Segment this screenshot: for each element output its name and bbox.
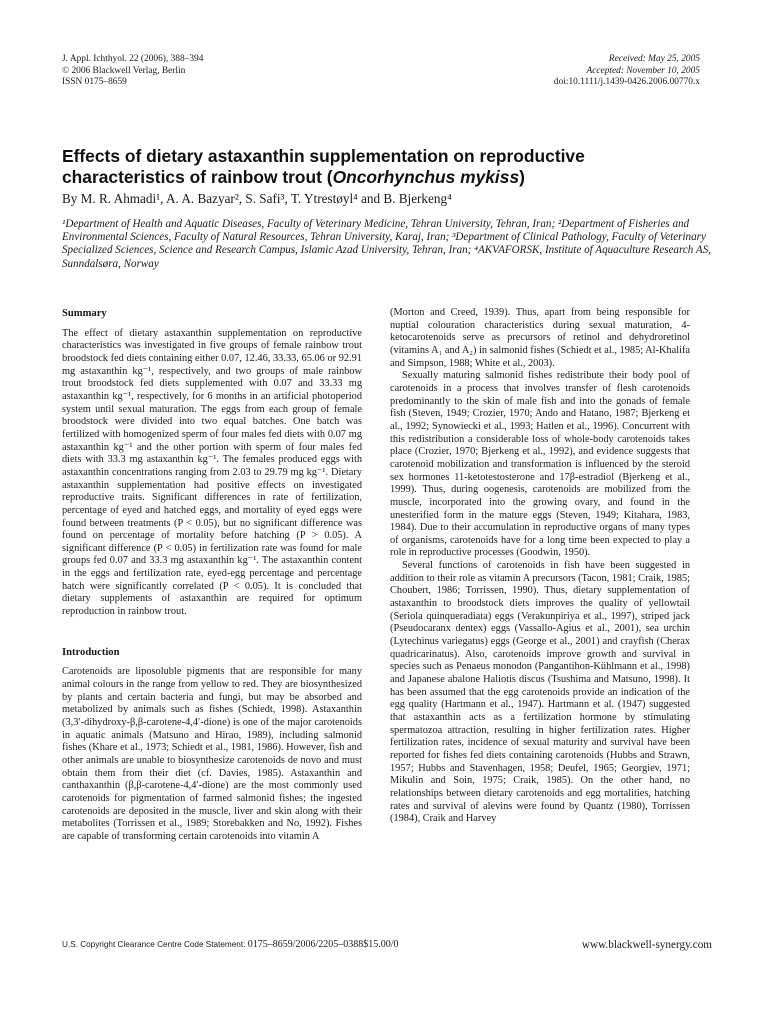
- journal-citation: J. Appl. Ichthyol. 22 (2006), 388–394: [62, 54, 204, 64]
- publisher-url[interactable]: www.blackwell-synergy.com: [581, 939, 712, 951]
- summary-heading: Summary: [62, 308, 107, 319]
- right-column: [390, 307, 690, 826]
- received-date: Received: May 25, 2005: [608, 54, 700, 64]
- author-list: By M. R. Ahmadi¹, A. A. Bazyar², S. Safi³, T. Ytrestøyl⁴ and B. Bjerkeng⁴: [62, 191, 452, 206]
- body-paragraph: Sexually maturing salmonid fishes redistribute their body pool of carotenoids in a process that involves transfer of flesh carotenoids predominantly to the skin of male fish and into the gonads of female fish (Steven, 1949; Crozier, 1970; Ando and Hatano, 1987; Bjerkeng et al., 1992; Synowiecki et al., 1993; Hatlen et al., 1996). Concurrent with this redistribution a considerable loss of whole-body carotenoids takes place (Crozier, 1970; Bjerkeng et al., 1992), and evidence suggests that carotenoid mobilization and transformation is influenced by the steroid sex hormones 11-ketotestosterone and 17β-estradiol (Bjerkeng et al., 1999). Thus, during oogenesis, carotenoids are mobilized from the muscle, incorporated into the growing ovary, and found in the unesterified form in the mature eggs (Steven, 1949; Kitahara, 1983, 1984). Due to their accumulation in reproductive organs of many types of organisms, carotenoids have for a long time been expected to play a role in reproductive processes (Goodwin, 1950).: [390, 370, 690, 559]
- body-paragraph: Several functions of carotenoids in fish have been suggested in addition to their role as vitamin A precursors (Tacon, 1981; Craik, 1985; Choubert, 1986; Torrissen, 1990). Thus, dietary supplementation of astaxanthin to broodstock diets improves the quality of yellowtail (Seriola quinqueradiata) eggs (Verakunpiriya et al., 1997), striped jack (Pseudocaranx dentex) eggs (Vassallo-Agius et al., 2001), sea urchin (Lytechinus variegatus) eggs (George et al., 2001) and crayfish (Cherax quadricarinatus). Also, carotenoids improve growth and survival in species such as Penaeus monodon (Pangantihon-Kühlmann et al., 1998) and Japanese abalone Haliotis discus (Tsushima and Matsuno, 1998). It has been assumed that the egg carotenoids provide an indication of the egg quality (Hartmann et al., 1947). Hartmann et al. (1947) suggested that astaxanthin acts as a fertilization hormone by stimulating spermatozoa attraction, resulting in higher fertilization rates. Higher fertilization rates, incidence of sexual maturity and survival have been reported for fishes fed diets containing carotenoids (Hubbs and Strawn, 1957; Hubbs and Stavenhagen, 1958; Deufel, 1965; Georgiev, 1971; Mikulin and Soin, 1975; Craik, 1985). On the other hand, no relationships between dietary carotenoids and egg mortalities, hatching rates and survival of alevins were found by Quantz (1980), Torrissen (1984), Craik and Harvey: [390, 560, 690, 825]
- accepted-date: Accepted: November 10, 2005: [586, 65, 700, 76]
- copyright-line: © 2006 Blackwell Verlag, Berlin: [62, 65, 186, 76]
- dates-header: [554, 54, 700, 89]
- body-paragraph: (Morton and Creed, 1939). Thus, apart from being responsible for nuptial colouration characteristics during sexual maturation, 4-ketocarotenoids serve as precursors of retinol and dehydroretinol (vitamins A₁ and A₂) in salmonid fishes (Schiedt et al., 1985; Al-Khalifa and Simpson, 1988; White et al., 2003).: [390, 307, 690, 369]
- affiliations: ¹Department of Health and Aquatic Diseases, Faculty of Veterinary Medicine, Tehran University, Tehran, Iran; ²Department of Fisheries and Environmental Sciences, Faculty of Natural Resources, Tehran University, Karaj, Iran; ³Department of Clinical Pathology, Faculty of Veterinary Specialized Sciences, Science and Research Campus, Islamic Azad University, Tehran, Iran; ⁴AKVAFORSK, Institute of Aquaculture Research AS, Sunndalsøra, Norway: [62, 218, 712, 270]
- code-statement-label: U.S. Copyright Clearance Centre Code Statement:: [62, 940, 246, 949]
- title-main: Effects of dietary astaxanthin supplementation on reproductive characteristics of rainbow trout (: [62, 146, 585, 187]
- issn-line: ISSN 0175–8659: [62, 77, 127, 88]
- introduction-text: Carotenoids are liposoluble pigments that are responsible for many animal colours in the range from yellow to red. They are biosynthesized by plants and certain bacteria and fungi, but may be absorbed and metabolized by animals such as fishes (Schiedt, 1998). Astaxanthin (3,3′-dihydroxy-β,β-carotene-4,4′-dione) is one of the major carotenoids in aquatic animals (Matsuno and Hirao, 1989), including salmonid fishes (Khare et al., 1973; Schiedt et al., 1981, 1986). However, fish and other animals are unable to biosynthesize carotenoids de novo and must obtain them from their diet (cf. Davies, 1985). Astaxanthin and canthaxanthin (β,β-carotene-4,4′-dione) are the most commonly used carotenoids for pigmentation of farmed salmonid fishes; the ingested carotenoids are deposited in the muscle, liver and skin along with their metabolites (Torrissen et al., 1989; Storebakken and No, 1992). Fishes are capable of transforming certain carotenoids into vitamin A: [62, 666, 362, 842]
- left-column: [62, 308, 362, 844]
- title-species: Oncorhynchus mykiss: [332, 167, 520, 187]
- introduction-heading: Introduction: [62, 646, 120, 658]
- doi-link[interactable]: doi:10.1111/j.1439-0426.2006.00770.x: [553, 77, 700, 88]
- summary-text: The effect of dietary astaxanthin supplementation on reproductive characteristics was investigated in five groups of female rainbow trout broodstock fed diets containing either 0.07, 12.46, 33.33, 65.06 or 92.91 mg astaxanthin kg⁻¹, respectively, and two groups of male rainbow trout broodstock fed diets supplemented with 0.07 and 33.33 mg astaxanthin kg⁻¹, respectively, for 6 months in an artificial photoperiod system until sexual maturation. The eggs from each group of female broodstock were divided into two equal batches. One batch was fertilized with homogenized sperm of four males fed diets with 0.07 mg astaxanthin kg⁻¹ and the other portion with sperm of four males fed diets with 33.3 mg astaxanthin kg⁻¹. The females produced eggs with astaxanthin concentrations ranging from 2.03 to 29.79 mg kg⁻¹. Dietary astaxanthin supplementation had positive effects on investigated reproductive traits. Significant differences in rate of fertilization, percentage of eyed and hatched eggs, and mortality of eyed eggs were found between treatments (P < 0.05), but no significant difference was found on percentage of mortality before hatching (P > 0.05). A significant difference (P < 0.05) in fertilization rate was found for male groups fed 0.07 and 33.3 mg astaxanthin kg⁻¹. The astaxanthin content in the eggs and fertilization rate, eyed-egg percentage and percentage hatch were significantly correlated (P < 0.05). It is concluded that dietary supplements of astaxanthin are required for optimum reproduction in rainbow trout.: [62, 327, 362, 618]
- copyright-code-statement: [62, 939, 399, 950]
- code-statement-value: 0175–8659/2006/2205–0388$15.00/0: [247, 939, 399, 950]
- journal-header: [62, 54, 203, 89]
- title-close: ): [519, 167, 525, 187]
- paper-title: [62, 146, 712, 188]
